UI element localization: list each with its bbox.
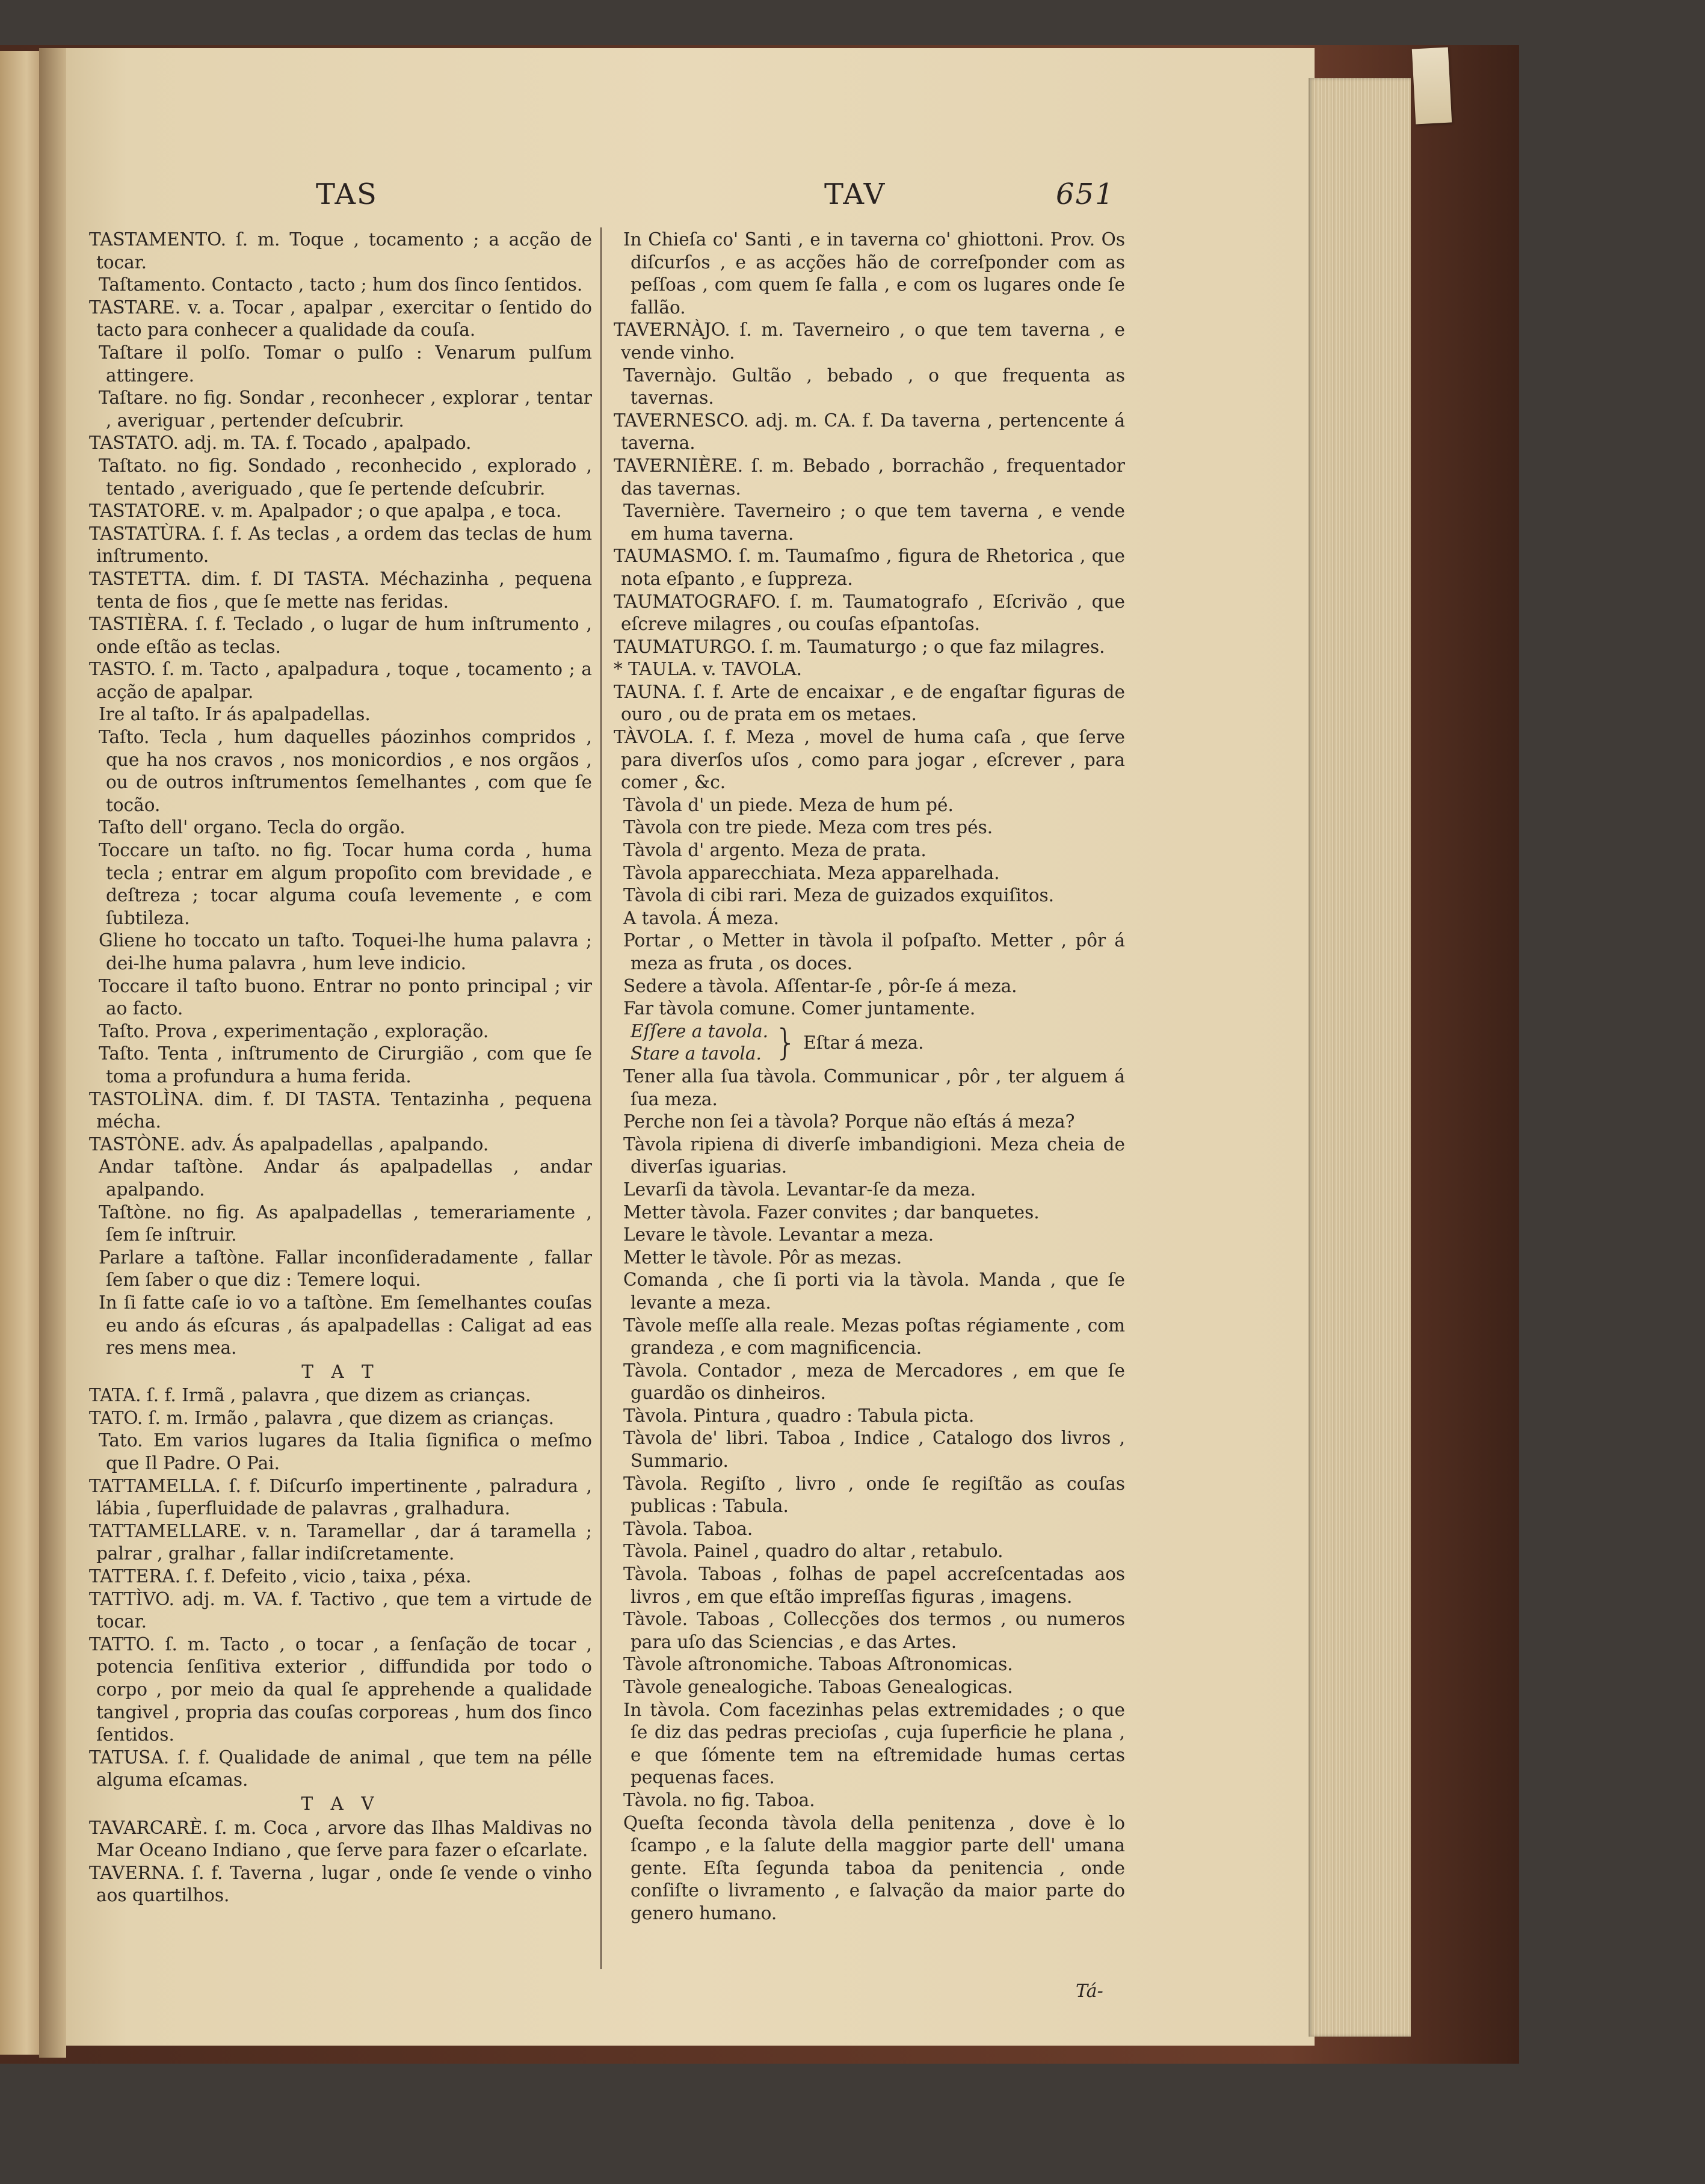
dictionary-entry: TAVERNESCO. adj. m. CA. f. Da taverna , pertencente á taverna. (614, 410, 1125, 454)
dictionary-entry: TATTÌVO. adj. m. VA. f. Tactivo , que tem a virtude de tocar. (89, 1588, 592, 1632)
sub-entry: Parlare a taſtòne. Fallar inconſideradamente , fallar ſem ſaber o que diz : Temere loqui. (99, 1247, 592, 1291)
sub-entry: Taſto. Tecla , hum daquelles páozinhos compridos , que ha nos cravos , nos monicordios , e nos orgãos , ou de outros inſtrumentos ſemelhantes , com que ſe tocão. (99, 727, 592, 815)
dictionary-entry: TATTO. ſ. m. Tacto , o tocar , a ſenſação de tocar , potencia ſenſitiva exterior , diffundida por todo o corpo , por meio da qual ſe apprehende a qualidade tangivel , propria das couſas corporeas , hum dos ſinco ſentidos. (89, 1633, 592, 1745)
sub-entry: Taſto. Tenta , inſtrumento de Cirurgião , com que ſe toma a profundura a huma ferida. (99, 1043, 592, 1087)
sub-entry: Tàvola. Contador , meza de Mercadores , em que ſe guardão os dinheiros. (623, 1360, 1125, 1404)
dictionary-entry: TASTIÈRA. ſ. f. Teclado , o lugar de hum inſtrumento , onde eſtão as teclas. (89, 614, 592, 657)
dictionary-entry: * TAULA. v. TAVOLA. (614, 659, 803, 680)
dictionary-entry: TAUNA. ſ. f. Arte de encaixar , e de engaſtar figuras de ouro , ou de prata em os metaes. (614, 681, 1125, 725)
sub-entry: Taſtare. no fig. Sondar , reconhecer , explorar , tentar , averiguar , pertender deſcubrir. (99, 387, 592, 431)
sub-entry: Tàvola. Painel , quadro do altar , retabulo. (623, 1541, 1004, 1562)
sub-entry: Far tàvola comune. Comer juntamente. (623, 998, 976, 1019)
right-column (614, 229, 1125, 1925)
sub-entry: Tato. Em varios lugares da Italia ſignifica o meſmo que Il Padre. O Pai. (99, 1430, 592, 1474)
sub-entry: Tàvola. no fig. Taboa. (623, 1789, 815, 1810)
dictionary-entry: TAUMATOGRAFO. ſ. m. Taumatografo , Eſcrivão , que eſcreve milagres , ou couſas eſpantoſas. (614, 591, 1125, 635)
sub-entry: Taſtòne. no fig. As apalpadellas , temerariamente , ſem ſe inſtruir. (99, 1202, 592, 1245)
gutter-shadow (39, 48, 66, 2058)
sub-entry: Tàvole genealogiche. Taboas Genealogicas. (623, 1677, 1013, 1697)
dictionary-entry: TATTERA. ſ. f. Defeito , vicio , taixa , péxa. (89, 1566, 472, 1587)
sub-entry: Portar , o Metter in tàvola il poſpaſto. Metter , pôr á meza as fruta , os doces. (623, 930, 1125, 973)
braced-phrases (631, 1020, 768, 1066)
sub-entry: Tàvole aſtronomiche. Taboas Aſtronomicas. (623, 1654, 1013, 1675)
dictionary-entry: TASTATO. adj. m. TA. f. Tocado , apalpado. (89, 433, 472, 454)
sub-entry: Tàvola. Taboas , folhas de papel accreſcentadas aos livros , em que eſtão impreſſas figuras , imagens. (623, 1564, 1125, 1607)
column-rule (600, 227, 602, 1969)
sub-entry: A tavola. Á meza. (623, 907, 779, 928)
sub-entry: Taſto. Prova , experimentação , exploração. (99, 1020, 489, 1041)
sub-entry: In tàvola. Com facezinhas pelas extremidades ; o que ſe diz das pedras precioſas , cuja ſuperficie he plana , e que ſómente tem na eſtremidade humas certas pequenas faces. (623, 1699, 1125, 1788)
sub-entry: Gliene ho toccato un taſto. Toquei-lhe huma palavra ; dei-lhe huma palavra , hum leve indicio. (99, 930, 592, 973)
sub-entry: Taſtare il polſo. Tomar o pulſo : Venarum pulſum attingere. (99, 342, 592, 386)
sub-entry: Tàvola d' argento. Meza de prata. (623, 840, 926, 861)
dictionary-entry: TAVERNIÈRE. ſ. m. Bebado , borrachão , frequentador das tavernas. (614, 455, 1125, 499)
sub-entry: Metter tàvola. Fazer convites ; dar banquetes. (623, 1202, 1040, 1223)
sub-entry: Tàvola con tre piede. Meza com tres pés. (623, 817, 993, 838)
dictionary-entry: TAUMATURGO. ſ. m. Taumaturgo ; o que faz milagres. (614, 636, 1105, 657)
dictionary-entry: TAVERNÀJO. ſ. m. Taverneiro , o que tem taverna , e vende vinho. (614, 319, 1125, 363)
sub-entry: Tàvola. Pintura , quadro : Tabula picta. (623, 1405, 975, 1426)
braced-meaning: Eſtar á meza. (803, 1032, 924, 1053)
sub-entry: Metter le tàvole. Pôr as mezas. (623, 1247, 902, 1268)
sub-entry: Toccare il taſto buono. Entrar no ponto principal ; vir ao facto. (99, 975, 592, 1019)
sub-entry: Ire al taſto. Ir ás apalpadellas. (99, 704, 371, 725)
sub-entry: Tàvola d' un piede. Meza de hum pé. (623, 794, 954, 815)
dictionary-entry: TATTAMELLARE. v. n. Taramellar , dar á taramella ; palrar , gralhar , fallar indiſcretamente. (89, 1520, 592, 1564)
header-left: TAS (316, 177, 378, 211)
dictionary-entry: TASTAMENTO. ſ. m. Toque , tocamento ; a acção de tocar. (89, 229, 592, 273)
braced-phrase: Stare a tavola. (631, 1043, 762, 1064)
sub-entry: Tener alla ſua tàvola. Communicar , pôr , ter alguem á ſua meza. (623, 1066, 1125, 1109)
sub-entry: Tàvole meſſe alla reale. Mezas poſtas régiamente , com grandeza , e com magnificencia. (623, 1315, 1125, 1359)
sub-entry: Tàvola. Regiſto , livro , onde ſe regiſtão as couſas publicas : Tabula. (623, 1473, 1125, 1517)
brace-symbol: } (774, 1022, 798, 1064)
sub-entry: Taſtamento. Contacto , tacto ; hum dos ſinco ſentidos. (99, 274, 583, 295)
header-middle: TAV (824, 177, 886, 211)
dictionary-entry: TATA. ſ. f. Irmã , palavra , que dizem as crianças. (89, 1385, 531, 1406)
sub-entry: Tavernière. Taverneiro ; o que tem taverna , e vende em huma taverna. (623, 501, 1125, 544)
sub-entry: Comanda , che ſi porti via la tàvola. Manda , que ſe levante a meza. (623, 1269, 1125, 1313)
dictionary-entry: TASTATORE. v. m. Apalpador ; o que apalpa , e toca. (89, 501, 562, 522)
dictionary-entry: TATUSA. ſ. f. Qualidade de animal , que tem na pélle alguma eſcamas. (89, 1747, 592, 1791)
sub-entry: Toccare un taſto. no fig. Tocar huma corda , huma tecla ; entrar em algum propoſito com brevidade , e deſtreza ; tocar alguma couſa levemente , e com ſubtileza. (99, 840, 592, 928)
sub-entry: Andar taſtòne. Andar ás apalpadellas , andar apalpando. (99, 1156, 592, 1200)
dictionary-entry: TATTAMELLA. ſ. f. Diſcurſo impertinente , palradura , lábia , ſuperfluidade de palavras , gralhadura. (89, 1475, 592, 1519)
bookmark-tab (1412, 48, 1452, 125)
dictionary-entry: TAUMASMO. ſ. m. Taumaſmo , figura de Rhetorica , que nota eſpanto , e ſuppreza. (614, 546, 1125, 589)
braced-entry (614, 1020, 1125, 1066)
catchword: Tá- (1076, 1981, 1103, 2002)
dictionary-entry: TÀVOLA. ſ. f. Meza , movel de huma caſa , que ſerve para diverſos uſos , como para jogar , eſcrever , para comer , &c. (614, 727, 1125, 793)
sub-entry: Taſtato. no fig. Sondado , reconhecido , explorado , tentado , averiguado , que ſe pertende deſcubrir. (99, 455, 592, 499)
sub-entry: Levarſi da tàvola. Levantar-ſe da meza. (623, 1179, 976, 1200)
sub-entry: Tàvola de' libri. Taboa , Indice , Catalogo dos livros , Summario. (623, 1428, 1125, 1472)
sub-entry: Tàvola. Taboa. (623, 1518, 753, 1539)
dictionary-entry: TATO. ſ. m. Irmão , palavra , que dizem as crianças. (89, 1407, 554, 1428)
dictionary-entry: TASTATÙRA. ſ. f. As teclas , a ordem das teclas de hum inſtrumento. (89, 523, 592, 567)
dictionary-entry: TASTO. ſ. m. Tacto , apalpadura , toque , tocamento ; a acção de apalpar. (89, 659, 592, 702)
dictionary-entry: TASTETTA. dim. f. DI TASTA. Méchazinha , pequena tenta de fios , que ſe mette nas feridas. (89, 568, 592, 612)
dictionary-entry: TASTARE. v. a. Tocar , apalpar , exercitar o ſentido do tacto para conhecer a qualidade da couſa. (89, 297, 592, 341)
section-heading: T A T (301, 1361, 380, 1382)
sub-entry: In ſi fatte caſe io vo a taſtòne. Em ſemelhantes couſas eu ando ás eſcuras , ás apalpadellas : Caligat ad eas res mens mea. (99, 1292, 592, 1359)
sub-entry: In Chieſa co' Santi , e in taverna co' ghiottoni. Prov. Os diſcurſos , e as acções hão de correſponder com as peſſoas , com quem ſe falla , e com os lugares onde ſe fallão. (623, 229, 1125, 318)
sub-entry: Tàvola di cibi rari. Meza de guizados exquiſitos. (623, 885, 1054, 906)
section-heading: T A V (301, 1793, 380, 1814)
dictionary-entry: TAVARCARÈ. ſ. m. Coca , arvore das Ilhas Maldivas no Mar Oceano Indiano , que ſerve para fazer o eſcarlate. (89, 1817, 592, 1861)
sub-entry: Sedere a tàvola. Aſſentar-ſe , pôr-ſe á meza. (623, 975, 1017, 996)
sub-entry: Taſto dell' organo. Tecla do orgão. (99, 817, 405, 838)
sub-entry: Queſta ſeconda tàvola della penitenza , dove è lo ſcampo , e la ſalute della maggior parte dell' umana gente. Eſta ſegunda taboa da penitencia , onde conſiſte o livramento , e ſalvação da maior parte do genero humano. (623, 1812, 1125, 1923)
dictionary-entry: TAVERNA. ſ. f. Taverna , lugar , onde ſe vende o vinho aos quartilhos. (89, 1862, 592, 1906)
sub-entry: Tàvole. Taboas , Collecções dos termos , ou numeros para uſo das Sciencias , e das Artes. (623, 1609, 1125, 1652)
sub-entry: Perche non ſei a tàvola? Porque não eſtás á meza? (623, 1111, 1075, 1132)
sub-entry: Tavernàjo. Gultão , bebado , o que frequenta as tavernas. (623, 365, 1125, 409)
sub-entry: Levare le tàvole. Levantar a meza. (623, 1224, 934, 1245)
dictionary-entry: TASTÒNE. adv. Ás apalpadellas , apalpando. (89, 1134, 489, 1155)
page-number: 651 (1056, 177, 1115, 211)
dictionary-entry: TASTOLÌNA. dim. f. DI TASTA. Tentazinha , pequena mécha. (89, 1088, 592, 1132)
braced-phrase: Eſſere a tavola. (631, 1020, 768, 1041)
sub-entry: Tàvola apparecchiata. Meza apparelhada. (623, 862, 1000, 883)
left-column (89, 229, 592, 1907)
page-edges (1309, 78, 1411, 2037)
sub-entry: Tàvola ripiena di diverſe imbandigioni. Meza cheia de diverſas iguarias. (623, 1134, 1125, 1177)
